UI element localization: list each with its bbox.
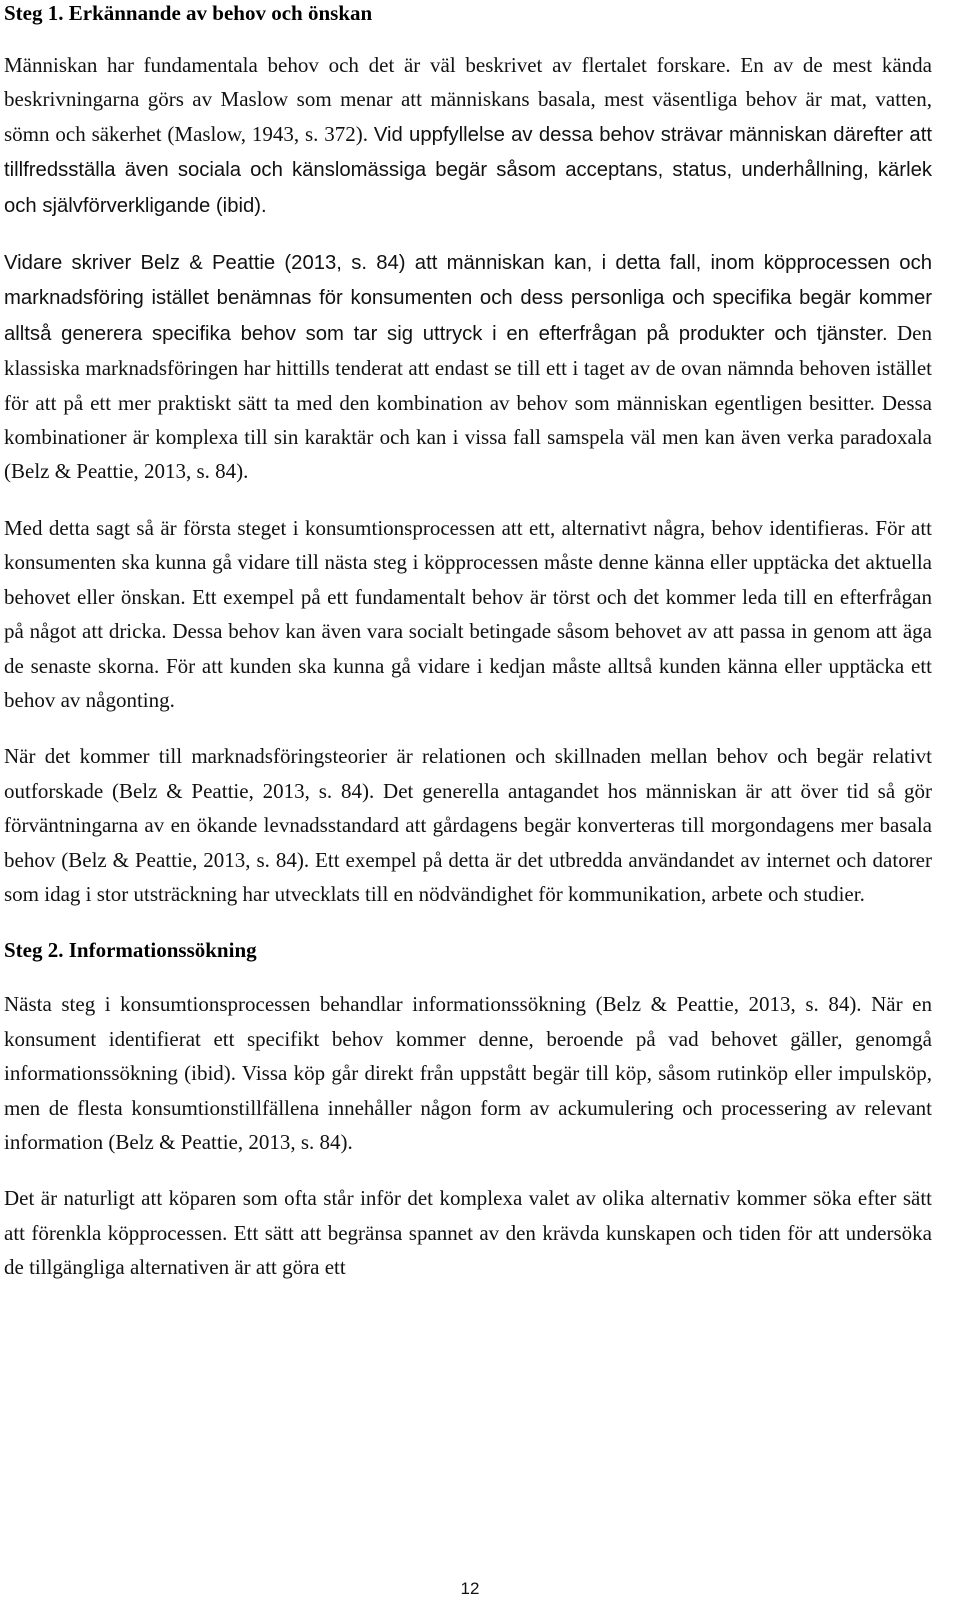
paragraph-belz-peattie-serif-text: Den klassiska marknadsföringen har hittills tenderat att endast se till ett i taget av de ovan nämnda behoven istället för att på ett mer praktiskt sätt ta med den kombination av behov som människan egentligen besitter. Dessa kombinationer är komplexa till sin karaktär och kan i vissa fall samspela väl men kan även verka paradoxala (Belz & Peattie, 2013, s. 84).: [4, 320, 932, 484]
paragraph-belz-peattie-sans-text: Vidare skriver Belz & Peattie (2013, s. 84) att människan kan, i detta fall, inom köpprocessen och marknadsföring istället benämnas för konsumenten och dess personliga och specifika begär kommer alltså generera specifika behov som tar sig uttryck i en efterfrågan på produkter och tjänster.: [4, 252, 932, 345]
section-heading-steg-2: Steg 2. Informationssökning: [4, 938, 257, 963]
paragraph-maslow: [4, 48, 932, 223]
paragraph-first-step: Med detta sagt så är första steget i konsumtionsprocessen att ett, alternativt några, behov identifieras. För att konsumenten ska kunna gå vidare till nästa steg i köpprocessen måste denne känna eller upptäcka det aktuella behovet eller önskan. Ett exempel på ett fundamentalt behov är törst och det kommer leda till en efterfrågan på något att dricka. Dessa behov kan även vara socialt betingade såsom behovet av att passa in genom att äga de senaste skorna. För att kunden ska kunna gå vidare i kedjan måste alltså kunden känna eller upptäcka ett behov av någonting.: [4, 515, 932, 712]
page-number: 12: [460, 1579, 480, 1598]
paragraph-belz-peattie: [4, 245, 932, 489]
paragraph-simplify-process: Det är naturligt att köparen som ofta står inför det komplexa valet av olika alternativ kommer söka efter sätt att förenkla köpprocessen. Ett sätt att begränsa spannet av den krävda kunskapen och tiden för att undersöka de tillgängliga alternativen är att göra ett: [4, 1186, 932, 1280]
paragraph-maslow-sans-text: Vid uppfyllelse av dessa behov strävar människan därefter att tillfredsställa även sociala och känslomässiga begär såsom acceptans, status, underhållning, kärlek och självförverkligande (ibid).: [4, 123, 932, 217]
paragraph-information-search: Nästa steg i konsumtionsprocessen behandlar informationssökning (Belz & Peattie, 2013, s. 84). När en konsument identifierat ett specifikt behov kommer denne, beroende på vad behovet gäller, genomgå informationssökning (ibid). Vissa köp går direkt från uppstått begär till köp, såsom rutinköp eller impulsköp, men de flesta konsumtionstillfällena innehåller någon form av ackumulering och processering av relevant information (Belz & Peattie, 2013, s. 84).: [4, 992, 932, 1154]
paragraph-marketing-theories: När det kommer till marknadsföringsteorier är relationen och skillnaden mellan behov och begär relativt outforskade (Belz & Peattie, 2013, s. 84). Det generella antagandet hos människan är att över tid så gör förväntningarna av en ökande levnadsstandard att gårdagens begär konverteras till morgondagens mer basala behov (Belz & Peattie, 2013, s. 84). Ett exempel på detta är det utbredda användandet av internet och datorer som idag i stor utsträckning har utvecklats till en nödvändighet för kommunikation, arbete och studier.: [4, 744, 932, 906]
paragraph-maslow-serif-text: Människan har fundamentala behov och det är väl beskrivet av flertalet forskare. En av de mest kända beskrivningarna görs av Maslow som menar att människans basala, mest väsentliga behov är mat, vatten, sömn och säkerhet (Maslow, 1943, s. 372).: [4, 53, 932, 146]
section-heading-steg-1: Steg 1. Erkännande av behov och önskan: [4, 1, 373, 25]
document-body: [4, 0, 932, 1285]
